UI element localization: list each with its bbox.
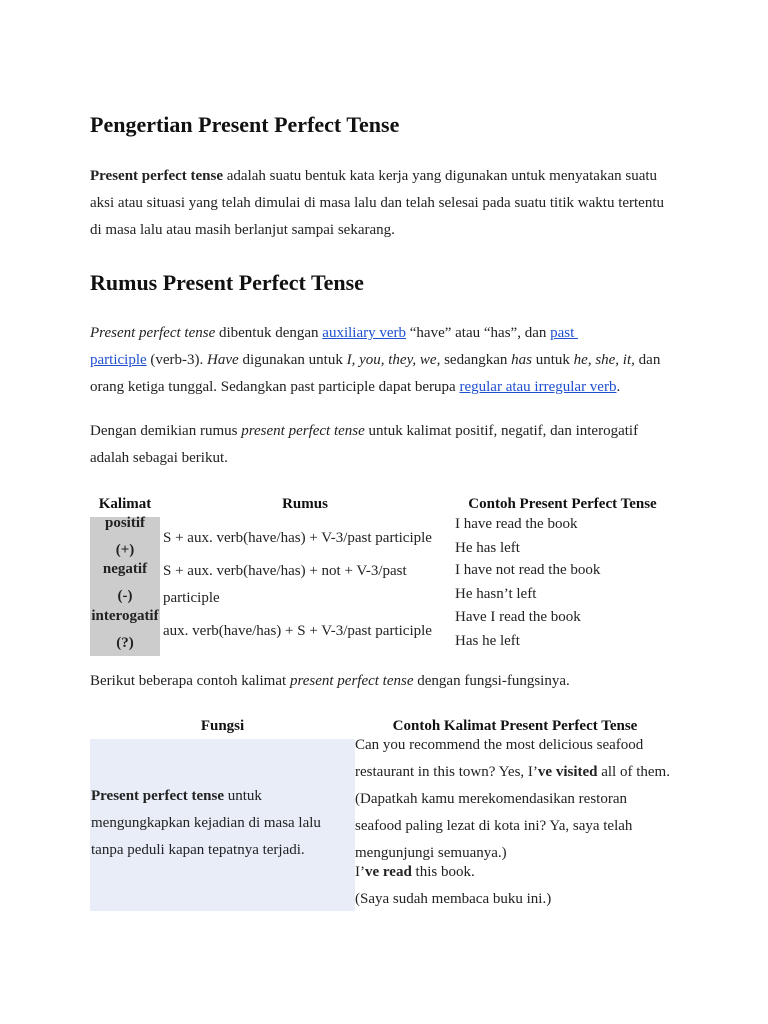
text-line (355, 759, 675, 786)
paragraph-formula-explanation (90, 320, 660, 401)
bold-text: ve read (365, 864, 412, 880)
text-line (90, 445, 638, 472)
example-sentence: He hasn’t left (455, 586, 537, 602)
cell-content (455, 512, 675, 560)
italic-text: I, you, they, we, (346, 352, 441, 368)
text-line (355, 786, 675, 813)
text-run: I’ (355, 864, 365, 880)
formula-text: S + aux. verb(have/has) + V-3/past participle (163, 529, 432, 546)
section-heading-pengertian: Pengertian Present Perfect Tense (90, 112, 400, 137)
text-run: untuk kalimat positif, negatif, dan interogatif (364, 423, 639, 439)
cell-contoh (450, 563, 675, 610)
text-run: mengunjungi semuanya.) (355, 845, 507, 861)
text-run: Can you recommend the most delicious seafood (355, 737, 644, 753)
text-run: (verb-3). (146, 352, 208, 368)
sentence-type-label: positif (104, 515, 145, 531)
text-run: orang ketiga tunggal. Sedangkan past participle dapat berupa (90, 379, 460, 395)
text-run: adalah sebagai berikut. (90, 450, 228, 466)
text-line (90, 418, 638, 445)
example-sentence: He has left (455, 540, 520, 556)
hyperlink[interactable]: auxiliary verb (322, 325, 407, 341)
text-run: (Saya sudah membaca buku ini.) (355, 891, 552, 907)
example-sentence (355, 859, 675, 913)
text-line (91, 810, 321, 837)
italic-text: present perfect tense (241, 423, 365, 439)
text-run: dibentuk dengan (215, 325, 323, 341)
text-line (355, 859, 675, 886)
section-heading-rumus: Rumus Present Perfect Tense (90, 270, 364, 295)
text-run: untuk (531, 352, 574, 368)
cell-content (355, 732, 675, 913)
text-run: untuk (224, 787, 262, 804)
cell-rumus (160, 517, 450, 563)
italic-text: he, she, it, (573, 352, 635, 368)
bold-text: Present perfect tense (90, 168, 223, 184)
italic-text: present perfect tense (289, 673, 414, 689)
cell-contoh (450, 517, 675, 563)
text-line (90, 163, 664, 190)
text-line (90, 347, 660, 374)
text-line (91, 783, 321, 810)
text-run: mengungkapkan kejadian di masa lalu (91, 814, 321, 831)
text-run: aksi atau situasi yang telah dimulai di masa lalu dan telah selesai pada suatu titik waktu tertentu (90, 195, 665, 211)
text-line (90, 374, 660, 401)
sentence-type-label: negatif (102, 561, 148, 577)
column-header-fungsi: Fungsi (200, 718, 245, 734)
text-run: digunakan untuk (238, 352, 347, 368)
cell-fungsi (90, 739, 355, 911)
text-run: Berikut beberapa contoh kalimat (90, 673, 290, 689)
text-line (355, 886, 675, 913)
cell-rumus (160, 563, 450, 610)
text-run: all of them. (597, 764, 670, 780)
cell-content (455, 605, 675, 653)
text-line (355, 732, 675, 759)
formula-table (90, 492, 675, 656)
italic-text: Have (207, 352, 239, 368)
hyperlink[interactable]: past (550, 325, 579, 341)
sentence-type-symbol: (?) (116, 635, 134, 651)
text-run: dan (634, 352, 661, 368)
text-run: di masa lalu atau masih berlanjut sampai sekarang. (90, 222, 395, 238)
cell-rumus (160, 610, 450, 656)
text-run: this book. (411, 864, 475, 880)
text-run: adalah suatu bentuk kata kerja yang digunakan untuk menyatakan suatu (223, 168, 658, 184)
column-header-rumus: Rumus (282, 496, 328, 512)
formula-text: aux. verb(have/has) + S + V-3/past participle (163, 622, 432, 639)
cell-content (90, 603, 160, 657)
text-run: (Dapatkah kamu merekomendasikan restoran (355, 791, 627, 807)
example-dialogue (355, 732, 675, 867)
hyperlink[interactable]: participle (90, 352, 147, 368)
text-run: tanpa peduli kapan tepatnya terjadi. (91, 841, 305, 858)
sentence-type-symbol: (+) (115, 542, 135, 558)
column-header-contoh-kalimat: Contoh Kalimat Present Perfect Tense (392, 718, 638, 734)
cell-kalimat (90, 610, 160, 656)
text-run: seafood paling lezat di kota ini? Ya, saya telah (355, 818, 633, 834)
text-run: dengan fungsi-fungsinya. (413, 673, 570, 689)
sentence-type-label: interogatif (91, 608, 159, 624)
italic-text: Present perfect tense (90, 325, 216, 341)
text-run: restaurant in this town? Yes, I’ (355, 764, 538, 780)
text-line (90, 668, 570, 695)
hyperlink[interactable]: regular atau irregular verb (459, 379, 617, 395)
example-sentence: Has he left (455, 633, 520, 649)
text-run: sedangkan (440, 352, 512, 368)
column-header-contoh: Contoh Present Perfect Tense (468, 496, 657, 512)
bold-text: ve visited (537, 764, 598, 780)
text-run: Dengan demikian rumus (90, 423, 242, 439)
bold-text: Present perfect tense (91, 787, 224, 804)
text-line (90, 320, 660, 347)
examples-table (90, 714, 675, 911)
text-line (355, 813, 675, 840)
cell-contoh (450, 610, 675, 656)
text-run: . (616, 379, 621, 395)
text-line (90, 217, 664, 244)
function-description (91, 783, 321, 864)
formula-text: S + aux. verb(have/has) + not + V-3/past participle (163, 562, 407, 606)
example-sentence: Have I read the book (455, 609, 581, 625)
paragraph-formula-intro (90, 418, 638, 472)
text-line (90, 190, 664, 217)
paragraph-examples-intro (90, 668, 570, 695)
text-line (91, 837, 321, 864)
cell-contoh-kalimat (355, 739, 675, 911)
example-sentence: I have not read the book (455, 562, 601, 578)
paragraph-definition (90, 163, 664, 244)
cell-content (90, 556, 160, 610)
example-sentence: I have read the book (455, 516, 578, 532)
sentence-type-symbol: (-) (117, 588, 133, 604)
italic-text: has (511, 352, 532, 368)
column-header-kalimat: Kalimat (98, 496, 152, 512)
cell-content (455, 558, 675, 606)
text-run: “have” atau “has”, dan (406, 325, 551, 341)
